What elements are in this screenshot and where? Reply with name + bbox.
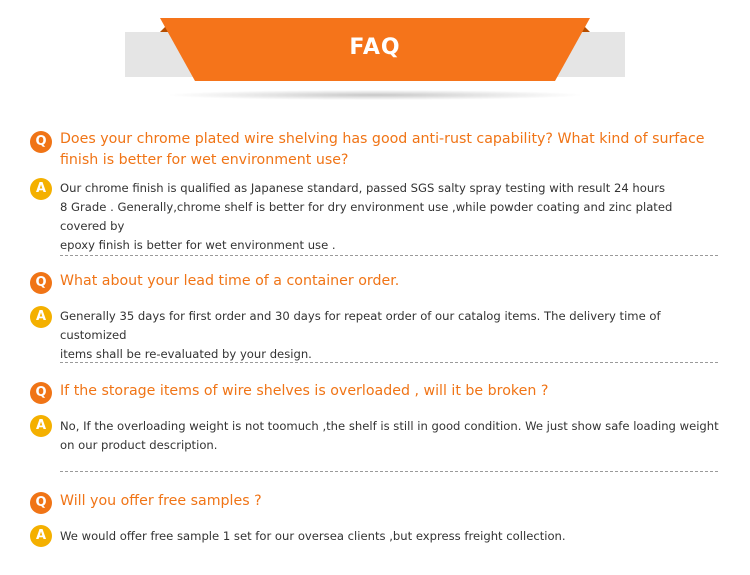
question-icon: Q [30, 131, 52, 153]
answer-icon: A [30, 306, 52, 328]
answer-icon: A [30, 525, 52, 547]
question-text: Will you offer free samples ? [60, 493, 262, 509]
answer-line: We would offer free sample 1 set for our oversea clients ,but express freight collection. [60, 529, 566, 543]
faq-banner [0, 0, 750, 110]
question-text: If the storage items of wire shelves is overloaded , will it be broken ? [60, 383, 549, 399]
banner-shadow [170, 90, 580, 100]
faq-divider [60, 471, 718, 472]
answer-text [60, 179, 720, 255]
answer-icon: A [30, 178, 52, 200]
answer-text [60, 527, 720, 546]
question-icon: Q [30, 272, 52, 294]
page-title: FAQ [349, 35, 401, 60]
answer-line: No, If the overloading weight is not toomuch ,the shelf is still in good condition. We just show safe loading weight [60, 419, 719, 433]
question-icon: Q [30, 382, 52, 404]
question-text: Does your chrome plated wire shelving has good anti-rust capability? What kind of surface finish is better for wet environment use? [60, 131, 705, 168]
faq-divider [60, 362, 718, 363]
answer-text [60, 307, 720, 364]
question-text: What about your lead time of a container order. [60, 273, 400, 289]
answer-icon: A [30, 415, 52, 437]
answer-line: items shall be re-evaluated by your design. [60, 347, 312, 361]
question-icon: Q [30, 492, 52, 514]
answer-line: epoxy finish is better for wet environment use . [60, 238, 336, 252]
faq-divider [60, 255, 718, 256]
answer-line: on our product description. [60, 438, 218, 452]
answer-line: Our chrome finish is qualified as Japanese standard, passed SGS salty spray testing with result 24 hours [60, 181, 666, 195]
answer-line: Generally 35 days for first order and 30 days for repeat order of our catalog items. The delivery time of customized [60, 309, 661, 342]
answer-text [60, 417, 720, 455]
answer-line: 8 Grade . Generally,chrome shelf is better for dry environment use ,while powder coating and zinc plated covered by [60, 200, 673, 233]
